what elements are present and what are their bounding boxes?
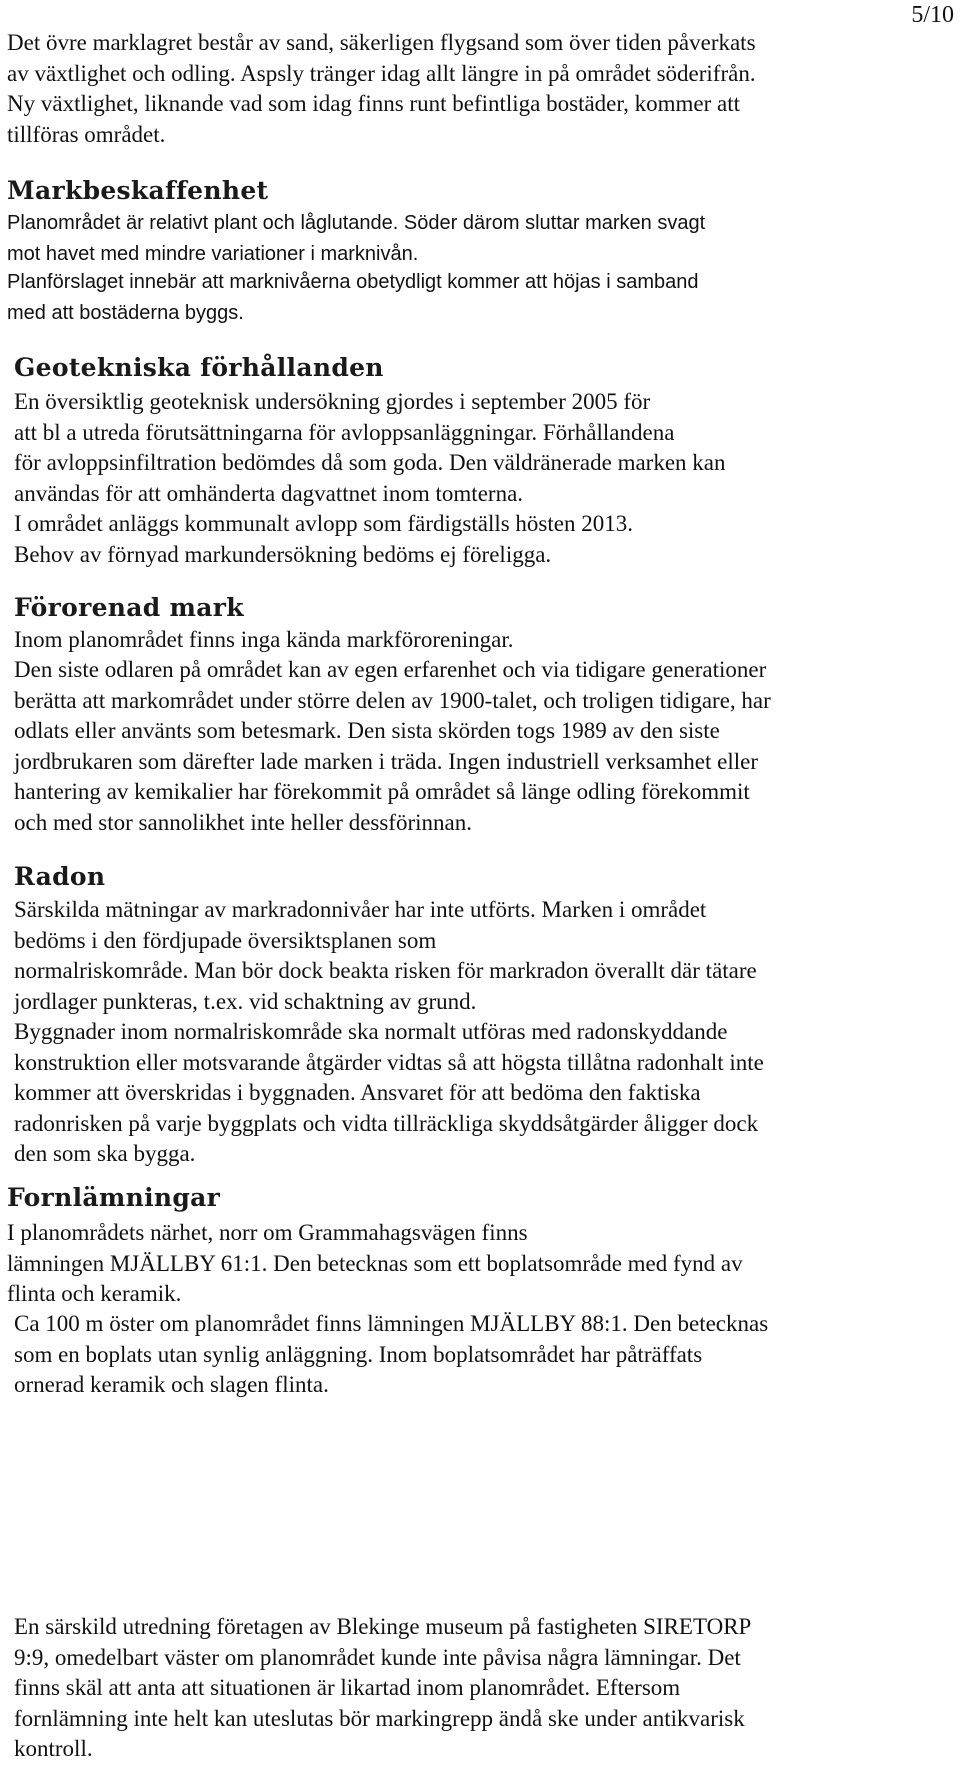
text-line: odlats eller använts som betesmark. Den sista skörden togs 1989 av den siste xyxy=(14,718,720,743)
text-line: konstruktion eller motsvarande åtgärder vidtas så att högsta tillåtna radonhalt inte xyxy=(14,1049,764,1075)
text-line: jordbrukaren som därefter lade marken i träda. Ingen industriell verksamhet eller xyxy=(14,748,759,774)
section-heading-geotekniska: Geotekniska förhållanden xyxy=(14,353,384,382)
markbeskaffenhet-paragraph-1 xyxy=(7,208,705,269)
text-line: den som ska bygga. xyxy=(14,1141,196,1166)
text-line: flinta och keramik. xyxy=(7,1281,182,1306)
text-line: som en boplats utan synlig anläggning. Inom boplatsområdet har påträffats xyxy=(14,1341,703,1367)
text-line: av växtlighet och odling. Aspsly tränger idag allt längre in på området söderifrån. xyxy=(7,60,756,86)
text-line: Behov av förnyad markundersökning bedöms ej föreligga. xyxy=(14,541,552,567)
text-line: Särskilda mätningar av markradonnivåer har inte utförts. Marken i området xyxy=(14,897,707,922)
radon-paragraph-1 xyxy=(14,895,757,1017)
text-line: I planområdets närhet, norr om Grammahagsvägen finns xyxy=(7,1220,528,1245)
section-heading-fornlamningar: Fornlämningar xyxy=(7,1183,221,1212)
text-line: normalriskområde. Man bör dock beakta risken för markradon överallt där tätare xyxy=(14,958,757,983)
text-line: Ca 100 m öster om planområdet finns lämningen MJÄLLBY 88:1. Den betecknas xyxy=(14,1311,769,1336)
text-line: att bl a utreda förutsättningarna för avloppsanläggningar. Förhållandena xyxy=(14,419,675,445)
text-line: hantering av kemikalier har förekommit på området så länge odling förekommit xyxy=(14,779,750,804)
section-heading-fororenad-mark: Förorenad mark xyxy=(14,593,244,622)
text-line: En översiktlig geoteknisk undersökning gjordes i september 2005 för xyxy=(14,389,651,414)
markbeskaffenhet-paragraph-2 xyxy=(7,267,698,328)
text-line: bedöms i den fördjupade översiktsplanen som xyxy=(14,927,437,953)
text-line: kommer att överskridas i byggnaden. Ansvaret för att bedöma den faktiska xyxy=(14,1080,701,1105)
fornlamningar-paragraph-2 xyxy=(14,1309,768,1401)
text-line: Ny växtlighet, liknande vad som idag finns runt befintliga bostäder, kommer att xyxy=(7,91,741,116)
text-line: ornerad keramik och slagen flinta. xyxy=(14,1372,329,1397)
text-line: Inom planområdet finns inga kända markföroreningar. xyxy=(14,627,514,652)
text-line: kontroll. xyxy=(14,1736,93,1761)
section-heading-markbeskaffenhet: Markbeskaffenhet xyxy=(7,176,269,205)
fororenad-paragraph-1 xyxy=(14,625,513,656)
text-line: Det övre marklagret består av sand, säkerligen flygsand som över tiden påverkats xyxy=(7,30,756,55)
fororenad-paragraph-2 xyxy=(14,655,771,838)
text-line: Planområdet är relativt plant och låglutande. Söder därom sluttar marken svagt xyxy=(7,212,706,234)
text-line: för avloppsinfiltration bedömdes då som goda. Den väldränerade marken kan xyxy=(14,450,726,475)
text-line: jordlager punkteras, t.ex. vid schaktning av grund. xyxy=(14,988,477,1014)
text-line: och med stor sannolikhet inte heller dessförinnan. xyxy=(14,809,472,835)
geotekniska-paragraph xyxy=(14,387,726,570)
text-line: finns skäl att anta att situationen är likartad inom planområdet. Eftersom xyxy=(14,1675,681,1700)
text-line: berätta att markområdet under större delen av 1900-talet, och troligen tidigare, har xyxy=(14,687,771,713)
text-line: Byggnader inom normalriskområde ska normalt utföras med radonskyddande xyxy=(14,1019,728,1044)
text-line: användas för att omhänderta dagvattnet inom tomterna. xyxy=(14,480,524,506)
text-line: radonrisken på varje byggplats och vidta tillräckliga skyddsåtgärder åligger dock xyxy=(14,1110,759,1136)
text-line: mot havet med mindre variationer i marknivån. xyxy=(7,242,419,265)
text-line: Planförslaget innebär att marknivåerna obetydligt kommer att höjas i samband xyxy=(7,271,699,293)
text-line: med att bostäderna byggs. xyxy=(7,301,244,324)
radon-paragraph-2 xyxy=(14,1017,764,1170)
text-line: tillföras området. xyxy=(7,121,166,147)
section-heading-radon: Radon xyxy=(14,862,106,891)
text-line: lämningen MJÄLLBY 61:1. Den betecknas som ett boplatsområde med fynd av xyxy=(7,1250,743,1276)
fornlamningar-paragraph-1 xyxy=(7,1218,743,1310)
page-number: 5/10 xyxy=(911,2,954,28)
text-line: fornlämning inte helt kan uteslutas bör markingrepp ändå ske under antikvarisk xyxy=(14,1705,745,1731)
text-line: 9:9, omedelbart väster om planområdet kunde inte påvisa några lämningar. Det xyxy=(14,1644,741,1670)
intro-paragraph xyxy=(7,28,756,150)
text-line: En särskild utredning företagen av Blekinge museum på fastigheten SIRETORP xyxy=(14,1614,752,1639)
fornlamningar-paragraph-3 xyxy=(14,1612,751,1765)
text-line: I området anläggs kommunalt avlopp som färdigställs hösten 2013. xyxy=(14,511,633,536)
text-line: Den siste odlaren på området kan av egen erfarenhet och via tidigare generationer xyxy=(14,657,767,682)
